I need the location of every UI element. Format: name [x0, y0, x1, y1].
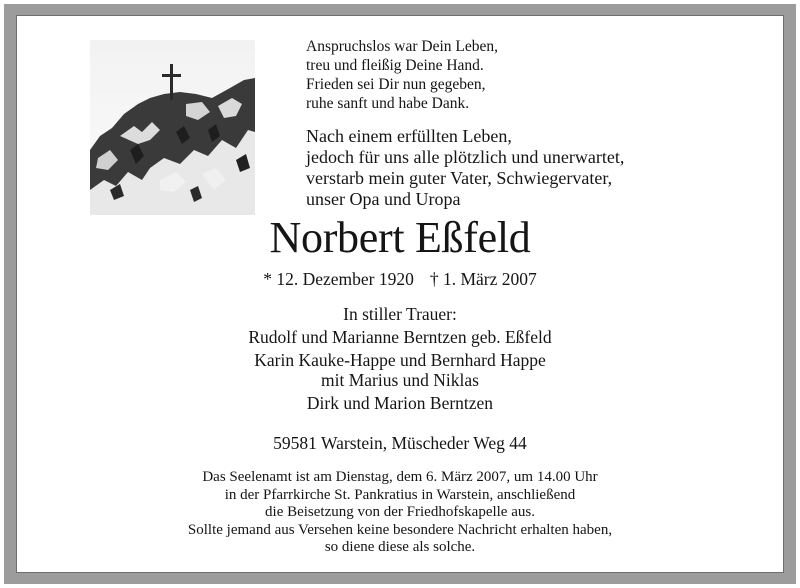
- notice-line: Das Seelenamt ist am Dienstag, dem 6. März 2007, um 14.00 Uhr: [202, 469, 598, 485]
- mourner-line: Rudolf und Marianne Berntzen geb. Eßfeld: [248, 327, 552, 347]
- intro-line: verstarb mein guter Vater, Schwiegervater,: [306, 168, 613, 188]
- deceased-name: Norbert Eßfeld: [269, 213, 531, 262]
- intro-line: jedoch für uns alle plötzlich und unerwartet,: [306, 147, 625, 167]
- funeral-notice: [17, 469, 783, 557]
- notice-line: in der Pfarrkirche St. Pankratius in Warstein, anschließend: [224, 486, 576, 503]
- poem: [306, 37, 766, 113]
- poem-line: Anspruchslos war Dein Leben,: [306, 38, 498, 55]
- intro-line: unser Opa und Uropa: [306, 189, 461, 209]
- death-announcement-intro: [306, 126, 776, 210]
- birth-date: * 12. Dezember 1920: [263, 269, 414, 289]
- notice-line: die Beisetzung von der Friedhofskapelle aus.: [265, 504, 535, 520]
- mountain-cross-icon: [90, 40, 255, 215]
- poem-line: Frieden sei Dir nun gegeben,: [306, 76, 486, 93]
- mourners-list: [17, 304, 783, 413]
- poem-line: ruhe sanft und habe Dank.: [306, 95, 470, 112]
- mourner-line: Dirk und Marion Berntzen: [306, 393, 494, 413]
- death-date: † 1. März 2007: [429, 269, 537, 289]
- summit-cross-photo: [90, 40, 255, 215]
- intro-line: Nach einem erfüllten Leben,: [306, 126, 512, 146]
- mourners-heading: In stiller Trauer:: [343, 304, 457, 324]
- poem-line: treu und fleißig Deine Hand.: [306, 57, 484, 74]
- family-address: 59581 Warstein, Müscheder Weg 44: [273, 433, 527, 453]
- mourner-line: Karin Kauke-Happe und Bernhard Happe: [254, 350, 546, 370]
- obituary-card: [16, 15, 784, 573]
- mourner-line: mit Marius und Niklas: [321, 370, 479, 390]
- life-dates: [17, 268, 783, 290]
- notice-line: Sollte jemand aus Versehen keine besondere Nachricht erhalten haben,: [187, 521, 613, 538]
- notice-line: so diene diese als solche.: [324, 539, 476, 555]
- outer-frame: [4, 4, 796, 584]
